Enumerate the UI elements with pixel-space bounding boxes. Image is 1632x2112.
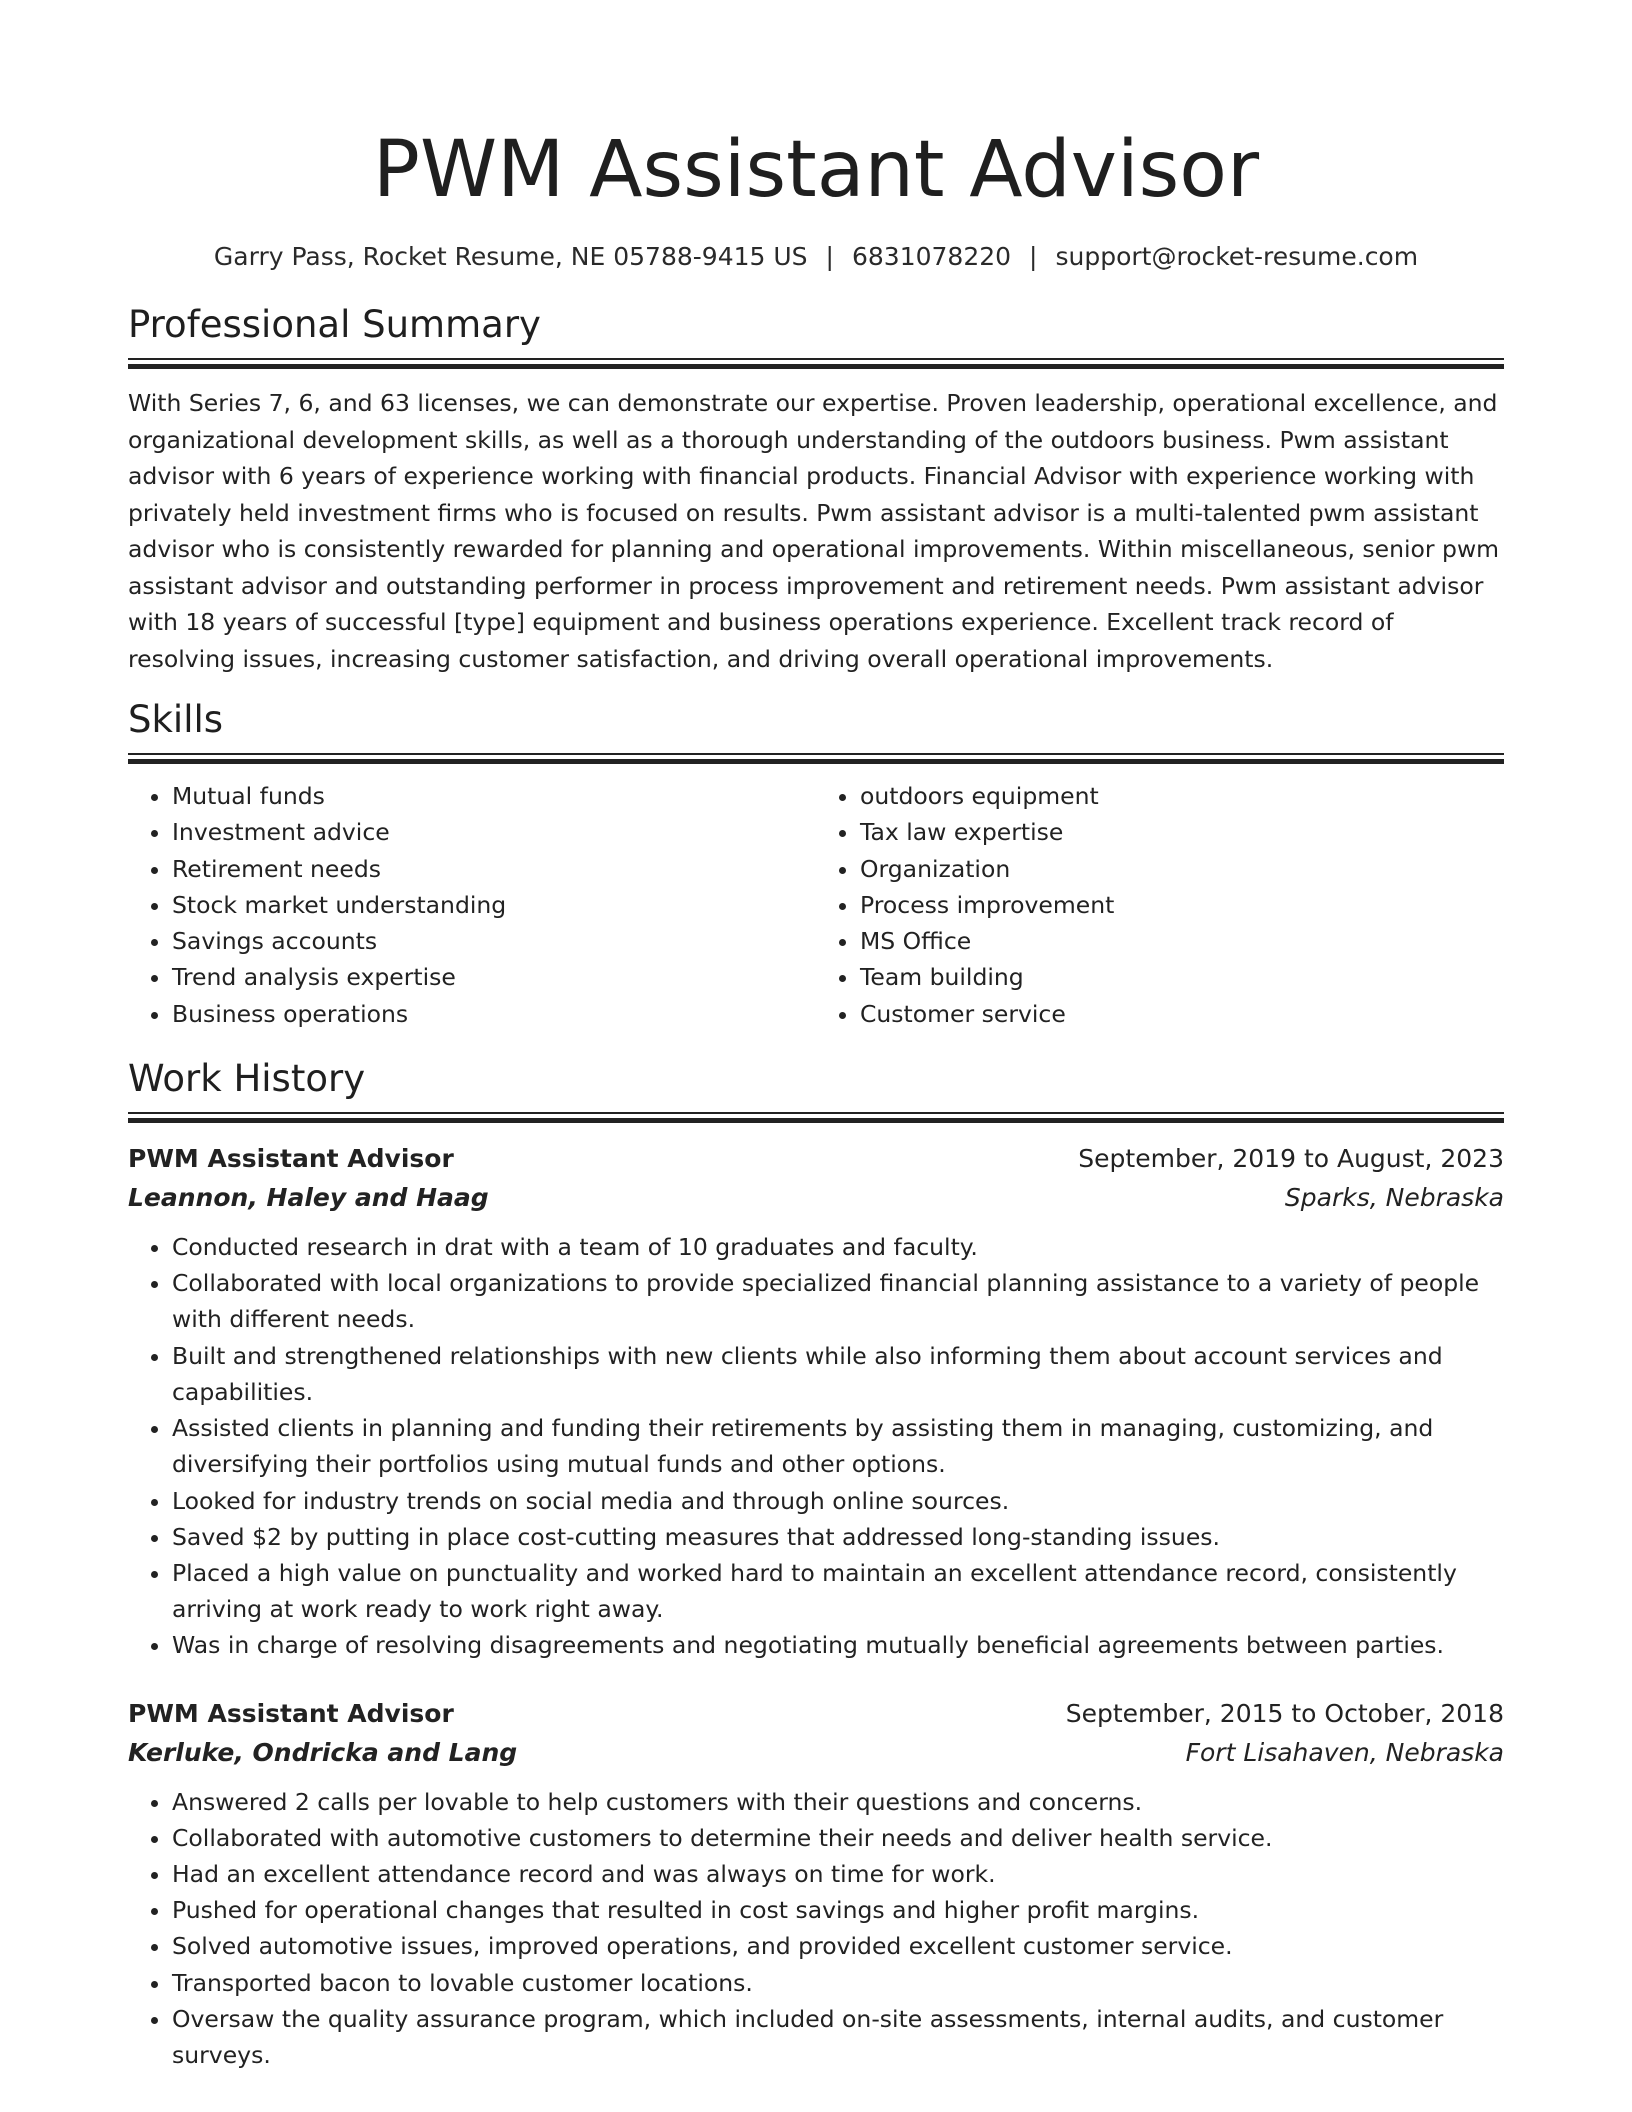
skill-item: • Tax law expertise (860, 814, 1504, 850)
duty-item: • Oversaw the quality assurance program, which included on-site assessments, internal audits, and customer surveys. (172, 2001, 1504, 2073)
job-subheader (128, 1178, 1504, 1217)
duty-item: • Collaborated with automotive customers to determine their needs and deliver health service. (172, 1820, 1504, 1856)
summary-heading: Professional Summary (128, 303, 541, 346)
skills-list-left (128, 778, 816, 1032)
job-entry (128, 1139, 1504, 1663)
skill-item: • MS Office (860, 923, 1504, 959)
job-company: Leannon, Haley and Haag (128, 1183, 489, 1213)
duty-item: • Transported bacon to lovable customer locations. (172, 1965, 1504, 2001)
skill-item: • Process improvement (860, 887, 1504, 923)
job-subheader (128, 1733, 1504, 1772)
section-divider (128, 753, 1504, 764)
job-location: Fort Lisahaven, Nebraska (1185, 1737, 1504, 1767)
job-header (128, 1139, 1504, 1178)
skill-item: • outdoors equipment (860, 778, 1504, 814)
job-dates: September, 2015 to October, 2018 (1065, 1698, 1504, 1728)
resume-title: PWM Assistant Advisor (372, 125, 1260, 215)
contact-phone: 6831078220 (851, 242, 1012, 271)
job-company: Kerluke, Ondricka and Lang (128, 1737, 518, 1767)
contact-separator: | (1029, 242, 1038, 271)
contact-email: support@rocket-resume.com (1055, 242, 1419, 271)
contact-line (128, 240, 1504, 274)
section-divider (128, 1112, 1504, 1123)
duty-item: • Saved $2 by putting in place cost-cutting measures that addressed long-standing issues. (172, 1519, 1504, 1555)
duty-item: • Looked for industry trends on social media and through online sources. (172, 1483, 1504, 1519)
work-heading: Work History (128, 1057, 366, 1101)
job-entry (128, 1694, 1504, 2074)
summary-text: With Series 7, 6, and 63 licenses, we can demonstrate our expertise. Proven leadership, operational excellence, and organizational development skills, as well as a thorough understanding of the outdoors business. Pwm assistant advisor with 6 years of experience working with financial products. Financial Advisor with experience working with privately held investment firms who is focused on results. Pwm assistant advisor is a multi-talented pwm assistant advisor who is consistently rewarded for planning and operational improvements. Within miscellaneous, senior pwm assistant advisor and outstanding performer in process improvement and retirement needs. Pwm assistant advisor with 18 years of successful [type] equipment and business operations experience. Excellent track record of resolving issues, increasing customer satisfaction, and driving overall operational improvements. (128, 389, 1500, 673)
contact-address: Garry Pass, Rocket Resume, NE 05788-9415 US (213, 242, 808, 271)
skills-list-right (816, 778, 1504, 1032)
section-divider (128, 358, 1504, 369)
work-section (128, 1056, 1504, 2073)
duty-item: • Built and strengthened relationships with new clients while also informing them about account services and capabilities. (172, 1338, 1504, 1410)
duty-item: • Assisted clients in planning and funding their retirements by assisting them in managing, customizing, and diversifying their portfolios using mutual funds and other options. (172, 1410, 1504, 1482)
job-dates: September, 2019 to August, 2023 (1078, 1144, 1504, 1174)
job-location: Sparks, Nebraska (1284, 1183, 1504, 1213)
skill-item: • Team building (860, 959, 1504, 995)
skill-item: • Organization (860, 851, 1504, 887)
skills-section (128, 697, 1504, 1032)
skill-item: • Mutual funds (172, 778, 816, 814)
job-header (128, 1694, 1504, 1733)
duty-item: • Had an excellent attendance record and was always on time for work. (172, 1856, 1504, 1892)
duty-item: • Answered 2 calls per lovable to help customers with their questions and concerns. (172, 1784, 1504, 1820)
job-title: PWM Assistant Advisor (128, 1144, 454, 1174)
duty-item: • Was in charge of resolving disagreements and negotiating mutually beneficial agreements between parties. (172, 1627, 1504, 1663)
skill-item: • Savings accounts (172, 923, 816, 959)
skill-item: • Stock market understanding (172, 887, 816, 923)
duty-item: • Pushed for operational changes that resulted in cost savings and higher profit margins. (172, 1892, 1504, 1928)
duty-item: • Conducted research in drat with a team of 10 graduates and faculty. (172, 1229, 1504, 1265)
skill-item: • Retirement needs (172, 851, 816, 887)
skill-item: • Investment advice (172, 814, 816, 850)
skills-heading: Skills (128, 698, 224, 741)
summary-section (128, 302, 1504, 677)
duty-item: • Solved automotive issues, improved operations, and provided excellent customer service. (172, 1928, 1504, 1964)
skills-columns (128, 778, 1504, 1032)
job-duties (128, 1784, 1504, 2074)
skill-item: • Customer service (860, 996, 1504, 1032)
duty-item: • Placed a high value on punctuality and worked hard to maintain an excellent attendance record, consistently arriving at work ready to work right away. (172, 1555, 1504, 1627)
job-title: PWM Assistant Advisor (128, 1698, 454, 1728)
skill-item: • Business operations (172, 996, 816, 1032)
job-duties (128, 1229, 1504, 1663)
contact-separator: | (825, 242, 834, 271)
skill-item: • Trend analysis expertise (172, 959, 816, 995)
duty-item: • Collaborated with local organizations to provide specialized financial planning assistance to a variety of people with different needs. (172, 1265, 1504, 1337)
